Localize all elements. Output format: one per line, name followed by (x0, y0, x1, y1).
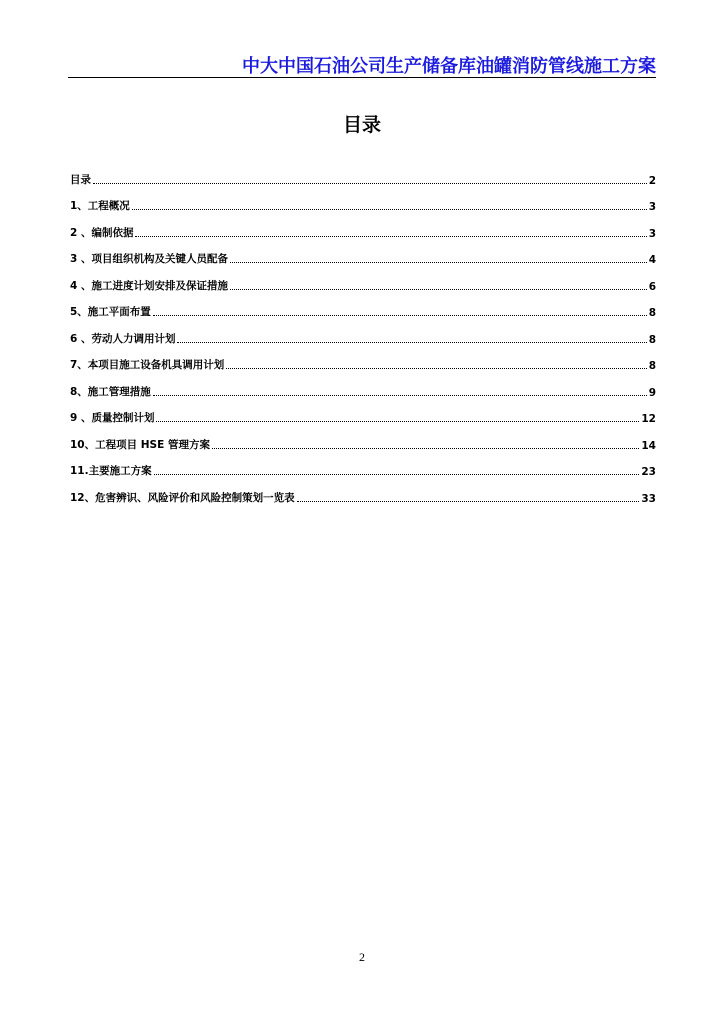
toc-entry-label: 6 、劳动人力调用计划 (70, 332, 176, 345)
toc-entry[interactable] (70, 372, 656, 399)
toc-leader-dots (297, 501, 640, 502)
document-header-title: 中大中国石油公司生产储备库油罐消防管线施工方案 (242, 56, 656, 77)
toc-entry[interactable] (70, 213, 656, 240)
toc-leader-dots (132, 209, 647, 210)
toc-entry-page: 3 (648, 201, 656, 213)
toc-entry-page: 4 (648, 254, 656, 266)
header-divider (68, 77, 656, 78)
toc-entry-label: 9 、质量控制计划 (70, 412, 155, 424)
toc-leader-dots (230, 262, 647, 263)
toc-entry-page: 2 (648, 174, 656, 187)
toc-entry[interactable] (70, 452, 656, 479)
toc-leader-dots (153, 315, 647, 316)
toc-entry-label: 2 、编制依据 (70, 226, 134, 239)
toc-entry-page: 33 (641, 492, 656, 505)
toc-entry[interactable] (70, 240, 656, 267)
toc-entry-label: 10、工程项目 HSE 管理方案 (70, 438, 210, 451)
toc-entry-page: 23 (641, 466, 656, 478)
toc-entry-label: 12、危害辨识、风险评价和风险控制策划一览表 (70, 491, 295, 504)
toc-entry-page: 14 (641, 439, 656, 452)
toc-entry-page: 8 (648, 333, 656, 346)
toc-entry[interactable] (70, 425, 656, 452)
page-number: 2 (359, 950, 365, 964)
toc-entry-label: 4 、施工进度计划安排及保证措施 (70, 279, 228, 292)
toc-entry-page: 12 (641, 413, 656, 425)
toc-entry[interactable] (70, 187, 656, 214)
toc-leader-dots (154, 474, 640, 475)
toc-entry-label: 11.主要施工方案 (70, 465, 152, 477)
toc-entry-label: 8、施工管理措施 (70, 385, 151, 398)
toc-leader-dots (135, 236, 646, 237)
toc-entry[interactable] (70, 399, 656, 426)
toc-entry[interactable] (70, 346, 656, 373)
toc-leader-dots (156, 421, 639, 422)
toc-entry-label: 5、施工平面布置 (70, 306, 151, 318)
toc-entry-label: 3 、项目组织机构及关键人员配备 (70, 253, 228, 265)
toc-leader-dots (230, 289, 647, 290)
toc-entry[interactable] (70, 160, 656, 187)
toc-entry-page: 9 (648, 386, 656, 399)
toc-leader-dots (226, 368, 646, 369)
toc-entry[interactable] (70, 266, 656, 293)
toc-leader-dots (212, 448, 639, 449)
toc-heading: 目录 (342, 114, 381, 136)
toc-entry[interactable] (70, 293, 656, 320)
toc-entry[interactable] (70, 319, 656, 346)
toc-entry-page: 3 (648, 227, 656, 240)
toc-entry-page: 6 (648, 280, 656, 293)
toc-entry-page: 8 (648, 360, 656, 372)
toc-entry-page: 8 (648, 307, 656, 319)
table-of-contents (70, 160, 656, 505)
toc-entry-label: 目录 (70, 173, 91, 186)
toc-leader-dots (153, 395, 647, 396)
toc-entry-label: 1、工程概况 (70, 200, 130, 212)
toc-entry[interactable] (70, 478, 656, 505)
toc-leader-dots (93, 183, 647, 184)
toc-leader-dots (177, 342, 646, 343)
toc-entry-label: 7、本项目施工设备机具调用计划 (70, 359, 225, 371)
